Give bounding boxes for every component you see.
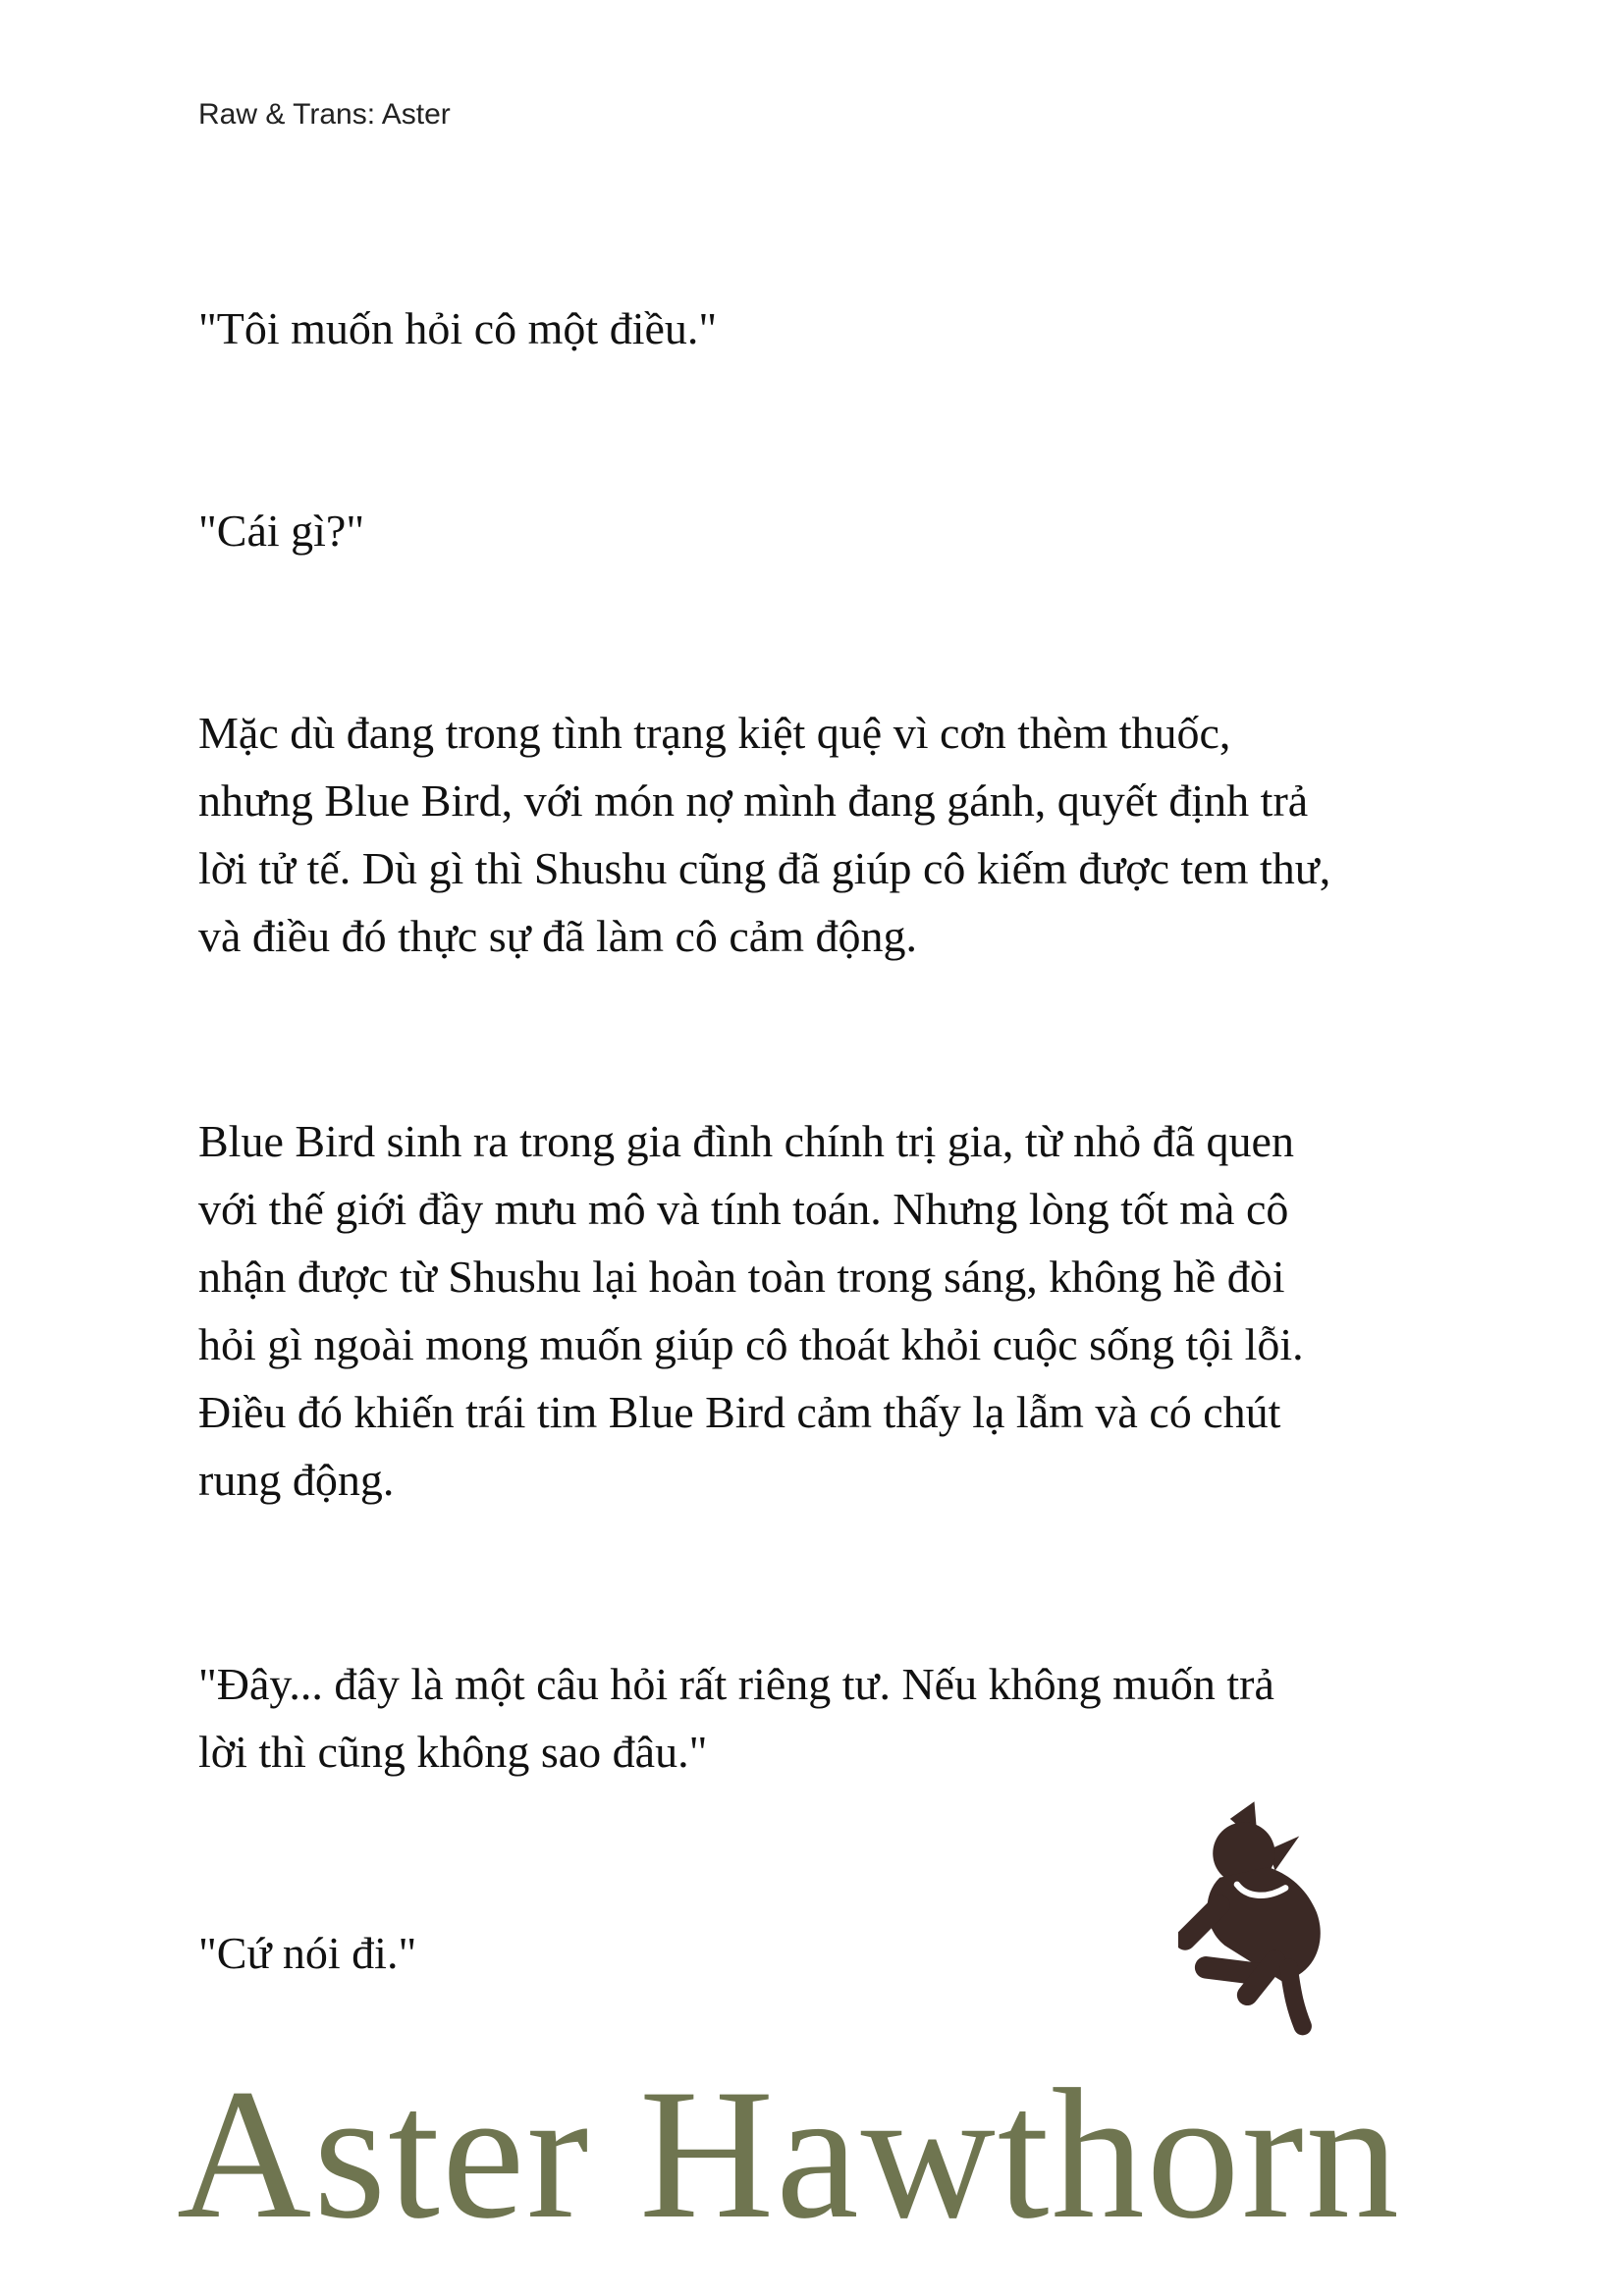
watermark: Aster Hawthorn [177,2052,1401,2258]
text-line: Điều đó khiến trái tim Blue Bird cảm thấy lạ lẫm và có chút [198,1387,1281,1437]
text-line: nhưng Blue Bird, với món nợ mình đang gánh, quyết định trả [198,775,1309,826]
text-line: lời thì cũng không sao đâu." [198,1727,708,1777]
text-line: "Cái gì?" [198,506,365,556]
text-line: và điều đó thực sự đã làm cô cảm động. [198,911,918,961]
paragraph-3 [198,699,1330,970]
translator-credit: Raw & Trans: Aster [198,98,451,131]
text-line: "Tôi muốn hỏi cô một điều." [198,303,718,353]
paragraph-1 [198,294,717,362]
text-line: rung động. [198,1455,395,1505]
text-line: hỏi gì ngoài mong muốn giúp cô thoát khỏi cuộc sống tội lỗi. [198,1319,1304,1369]
text-line: với thế giới đầy mưu mô và tính toán. Nhưng lòng tốt mà cô [198,1184,1289,1234]
text-line: nhận được từ Shushu lại hoàn toàn trong sáng, không hề đòi [198,1252,1285,1302]
paragraph-5 [198,1650,1274,1786]
paragraph-6 [198,1919,416,1987]
paragraph-4 [198,1107,1304,1514]
text-line: Mặc dù đang trong tình trạng kiệt quệ vì cơn thèm thuốc, [198,708,1231,758]
text-line: "Cứ nói đi." [198,1928,417,1978]
cat-silhouette-icon [1178,1801,1337,2037]
text-line: lời tử tế. Dù gì thì Shushu cũng đã giúp cô kiếm được tem thư, [198,843,1331,893]
paragraph-2 [198,497,364,564]
text-line: Blue Bird sinh ra trong gia đình chính trị gia, từ nhỏ đã quen [198,1116,1294,1166]
text-line: "Đây... đây là một câu hỏi rất riêng tư. Nếu không muốn trả [198,1659,1274,1709]
